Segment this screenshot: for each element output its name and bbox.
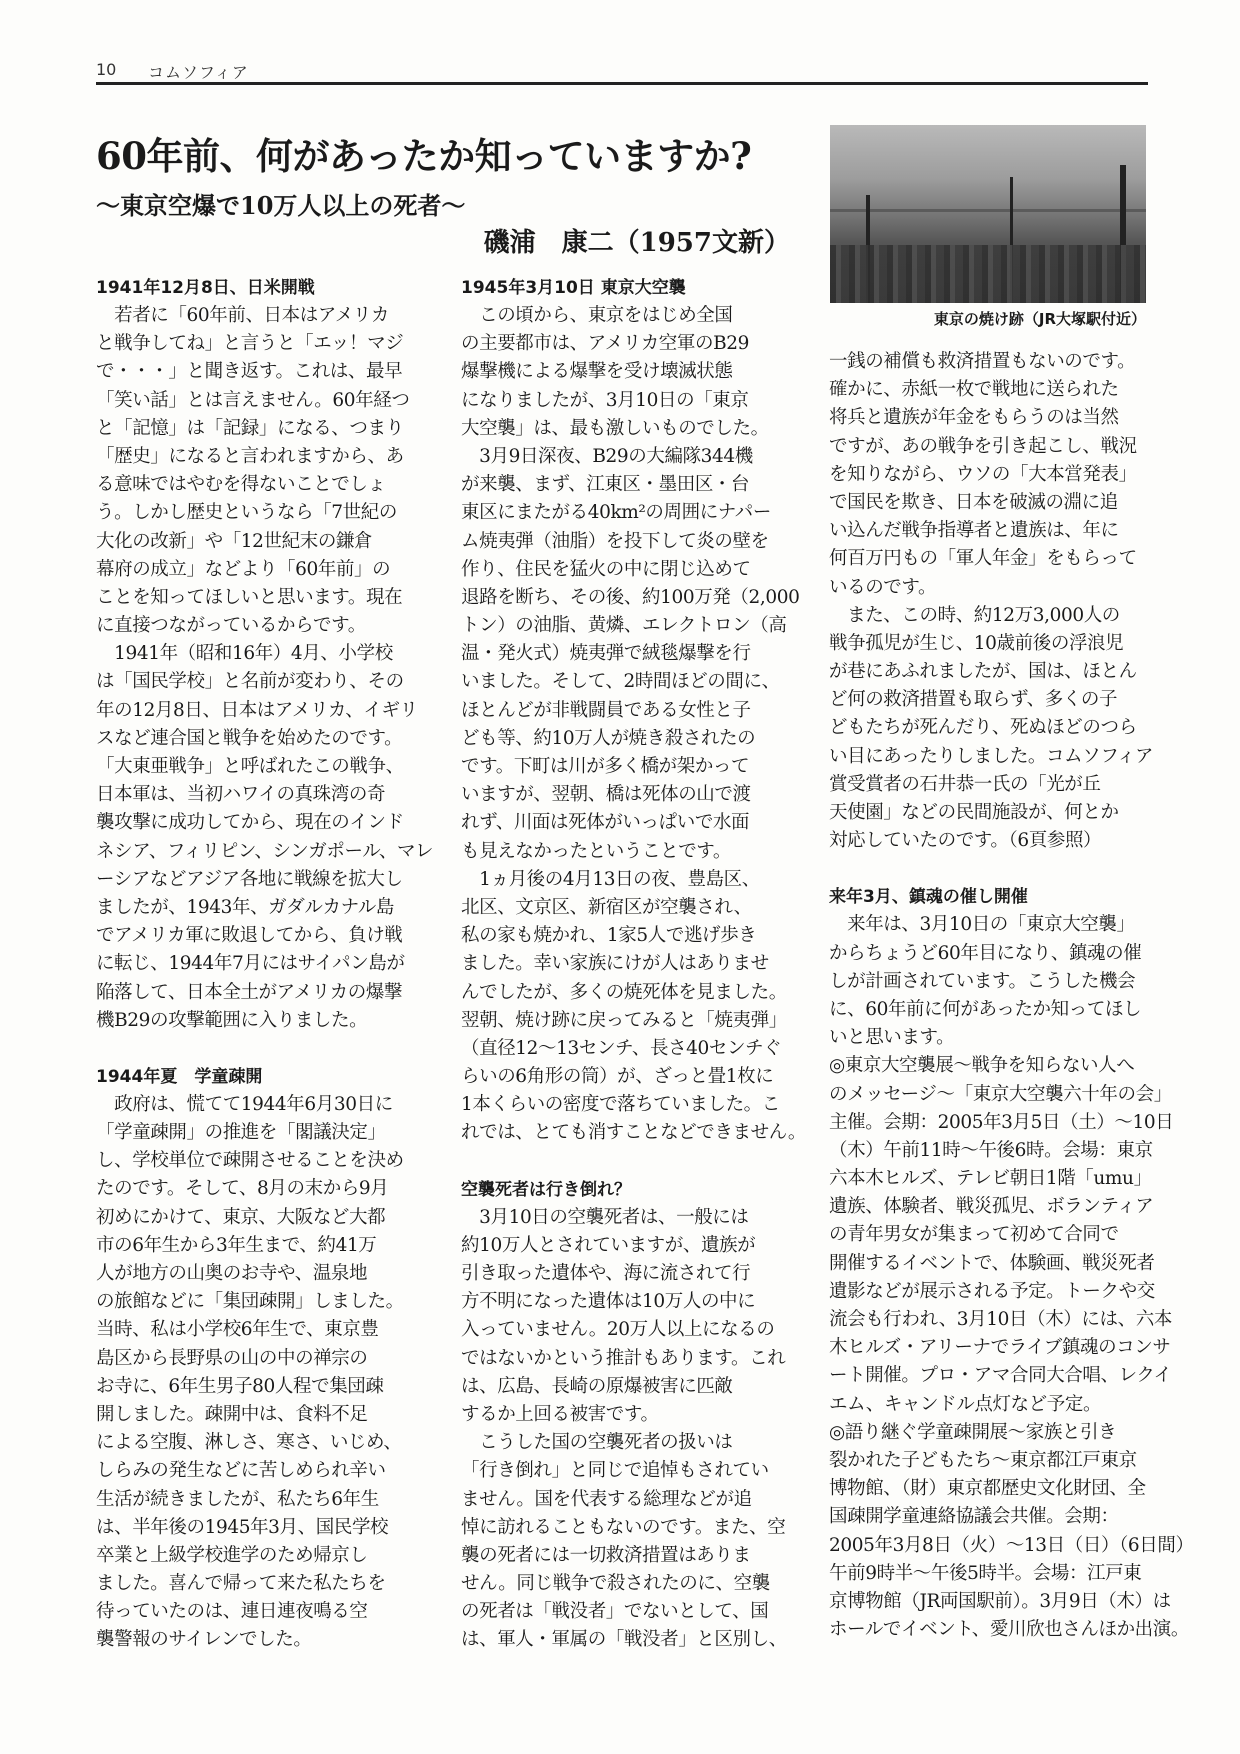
publication-name: コムソフィア	[148, 63, 249, 82]
text-line: の死者は「戦没者」でないとして、国	[461, 1601, 769, 1623]
section-heading: 1944年夏 学童疎開	[96, 1066, 263, 1087]
section-heading: 来年3月、鎮魂の催し開催	[829, 887, 1028, 908]
text-line: 悼に訪れることもないのです。また、空	[461, 1516, 786, 1538]
text-line: トン）の油脂、黄燐、エレクトロン（高	[461, 615, 787, 637]
text-line: 天使園」などの民間施設が、何とか	[829, 802, 1119, 823]
text-line: しが計画されています。こうした機会	[829, 970, 1136, 992]
text-line: に、60年前に何があったか知ってほし	[829, 998, 1142, 1020]
text-line: こうした国の空襲死者の扱いは	[461, 1432, 733, 1454]
text-line: ム焼夷弾（油脂）を投下して炎の壁を	[461, 530, 769, 552]
text-line: を知りながら、ウソの「大本営発表」	[829, 463, 1137, 485]
text-line: が巷にあふれましたが、国は、ほとん	[829, 661, 1137, 683]
text-line: れず、川面は死体がいっぱいで水面	[461, 812, 750, 834]
text-line: 3月10日の空襲死者は、一般には	[461, 1206, 749, 1228]
text-line: するか上回る被害です。	[461, 1403, 659, 1425]
text-line: 温・発火式）焼夷弾で絨毯爆撃を行	[461, 643, 751, 665]
text-line: しらみの発生などに苦しめられ辛い	[96, 1460, 386, 1482]
text-line: は、広島、長崎の原爆被害に匹敵	[461, 1375, 733, 1397]
text-line: です。下町は川が多く橋が架かって	[461, 756, 750, 777]
text-line: 開しました。疎開中は、食料不足	[96, 1403, 368, 1425]
text-line: 来年は、3月10日の「東京大空襲」	[829, 914, 1135, 936]
text-line: 襲の死者には一切救済措置はありま	[461, 1544, 751, 1566]
text-line: 若者に「60年前、日本はアメリカ	[96, 305, 389, 326]
section-body	[829, 348, 1154, 855]
text-line: んでしたが、多くの焼死体を見ました。	[461, 981, 787, 1003]
text-line: また、この時、約12万3,000人の	[829, 604, 1120, 626]
text-line: ◎東京大空襲展〜戦争を知らない人へ	[829, 1055, 1135, 1077]
column-2	[461, 274, 807, 1655]
text-line: ません。国を代表する総理などが追	[461, 1488, 752, 1510]
text-line: 襲攻撃に成功してから、現在のインド	[96, 812, 404, 834]
column-3	[829, 348, 1194, 1644]
text-line: スなど連合国と戦争を始めたのです。	[96, 727, 403, 749]
text-line: 「歴史」になると言われますから、あ	[96, 445, 404, 467]
text-line: 待っていたのは、連日連夜鳴る空	[96, 1601, 368, 1623]
text-line: れでは、とても消すことなどできません。	[461, 1122, 807, 1144]
text-line: 東区にまたがる40km²の周囲にナパー	[461, 502, 772, 524]
text-line: も見えなかったということです。	[461, 840, 732, 862]
text-line: 幕府の成立」などより「60年前」の	[96, 558, 391, 580]
text-line: ーシアなどアジア各地に戦線を拡大し	[96, 868, 403, 890]
text-line: 退路を断ち、その後、約100万発（2,000	[461, 586, 800, 608]
text-line: う。しかし歴史というなら「7世紀の	[96, 502, 397, 524]
text-line: 流会も行われ、3月10日（木）には、六本	[829, 1309, 1172, 1330]
text-line: 1本くらいの密度で落ちていました。こ	[461, 1094, 780, 1116]
text-line: 開催するイベントで、体験画、戦災死者	[829, 1252, 1155, 1274]
text-line: による空腹、淋しさ、寒さ、いじめ、	[96, 1432, 402, 1454]
text-line: せん。同じ戦争で殺されたのに、空襲	[461, 1573, 770, 1595]
text-line: 初めにかけて、東京、大阪など大都	[96, 1206, 386, 1228]
text-line: いるのです。	[829, 576, 937, 598]
text-line: 一銭の補償も救済措置もないのです。	[829, 351, 1136, 372]
text-line: 対応していたのです。（6頁参照）	[829, 830, 1102, 852]
text-line: に転じ、1944年7月にはサイパン島が	[96, 953, 405, 975]
header-rule	[96, 82, 1148, 85]
text-line: 大空襲」は、最も激しいものでした。	[461, 417, 769, 439]
text-line: 北区、文京区、新宿区が空襲され、	[461, 896, 752, 918]
text-line: 1ヵ月後の4月13日の夜、豊島区、	[461, 868, 760, 890]
text-line: 大化の改新」や「12世紀末の鎌倉	[96, 530, 373, 552]
section-heading: 1941年12月8日、日米開戦	[96, 278, 315, 298]
text-line: 裂かれた子どもたち〜東京都江戸東京	[829, 1449, 1137, 1471]
photo-caption: 東京の焼け跡（JR大塚駅付近）	[933, 310, 1146, 328]
text-line: 3月9日深夜、B29の大編隊344機	[461, 445, 753, 467]
section-body	[461, 302, 807, 1148]
text-line: 機B29の攻撃範囲に入りました。	[96, 1009, 368, 1031]
text-line: 方不明になった遺体は10万人の中に	[461, 1291, 756, 1313]
text-line: 遺影などが展示される予定。トークや交	[829, 1280, 1155, 1302]
text-line: い込んだ戦争指導者と遺族は、年に	[829, 520, 1119, 542]
column-1	[96, 274, 434, 1655]
text-line: 入っていません。20万人以上になるの	[461, 1319, 775, 1341]
section-body	[461, 1204, 787, 1655]
text-line: ホールでイベント、愛川欣也さんほか出演。	[829, 1619, 1189, 1641]
ruins-photo	[830, 125, 1146, 303]
text-line: でアメリカ軍に敗退してから、負け戦	[96, 925, 403, 947]
text-line: 1941年（昭和16年）4月、小学校	[96, 643, 393, 665]
section-heading: 1945年3月10日 東京大空襲	[461, 278, 686, 298]
text-line: 「行き倒れ」と同じで追悼もされてい	[461, 1460, 769, 1482]
text-line: 博物館、（財）東京都歴史文化財団、全	[829, 1478, 1146, 1500]
text-line: のメッセージ〜「東京大空襲六十年の会」	[829, 1083, 1172, 1105]
text-line: ート開催。プロ・アマ合同大合唱、レクイ	[829, 1365, 1172, 1387]
text-line: 国疎開学童連絡協議会共催。会期：	[829, 1506, 1119, 1528]
text-line: からちょうど60年目になり、鎮魂の催	[829, 942, 1142, 964]
text-line: 翌朝、焼け跡に戻ってみると「焼夷弾」	[461, 1009, 787, 1031]
text-line: と戦争してね」と言うと「エッ！マジ	[96, 333, 404, 355]
section-body	[96, 302, 434, 1035]
text-line: ました。喜んで帰って来た私たちを	[96, 1573, 386, 1595]
article-subtitle: 〜東京空爆で10万人以上の死者〜	[96, 191, 466, 220]
text-line: 襲警報のサイレンでした。	[96, 1629, 312, 1651]
text-line: になりましたが、3月10日の「東京	[461, 389, 749, 411]
text-line: の主要都市は、アメリカ空軍のB29	[461, 333, 750, 355]
text-line: （木）午前11時〜午後6時。会場：東京	[829, 1139, 1153, 1161]
section-body	[96, 1091, 414, 1655]
text-line: 主催。会期：2005年3月5日（土）〜10日	[829, 1111, 1174, 1133]
page-number: 10	[96, 60, 117, 79]
text-line: は、軍人・軍属の「戦没者」と区別し、	[461, 1629, 787, 1651]
text-line: ました。幸い家族にけが人はありませ	[461, 953, 769, 975]
text-line: で・・・」と聞き返す。これは、最早	[96, 361, 403, 383]
text-line: 島区から長野県の山の中の禅宗の	[96, 1347, 368, 1369]
text-line: 2005年3月8日（火）〜13日（日）（6日間）	[829, 1534, 1194, 1556]
text-line: いと思います。	[829, 1027, 955, 1049]
article-title: 60年前、何があったか知っていますか?	[96, 134, 752, 178]
section-body	[829, 911, 1194, 1644]
text-line: 年の12月8日、日本はアメリカ、イギリ	[96, 699, 418, 721]
text-line: 作り、住民を猛火の中に閉じ込めて	[461, 558, 751, 580]
photo-horizon	[830, 209, 1146, 212]
text-line: が来襲、まず、江東区・墨田区・台	[461, 474, 750, 496]
text-line: ネシア、フィリピン、シンガポール、マレ	[96, 840, 434, 862]
text-line: ども等、約10万人が焼き殺されたの	[461, 727, 756, 749]
text-line: と「記憶」は「記録」になる、つまり	[96, 417, 404, 439]
text-line: 「学童疎開」の推進を「閣議決定」	[96, 1122, 386, 1144]
text-line: ことを知ってほしいと思います。現在	[96, 586, 403, 608]
text-line: は、半年後の1945年3月、国民学校	[96, 1516, 389, 1538]
text-line: 約10万人とされていますが、遺族が	[461, 1234, 756, 1256]
text-line: 引き取った遺体や、海に流されて行	[461, 1263, 751, 1284]
text-line: る意味ではやむを得ないことでしょ	[96, 474, 386, 496]
text-line: で国民を欺き、日本を破滅の淵に追	[829, 491, 1118, 513]
page-header	[96, 58, 1148, 84]
text-line: ましたが、1943年、ガダルカナル島	[96, 896, 394, 918]
text-line: 陥落して、日本全土がアメリカの爆撃	[96, 981, 403, 1003]
text-line: 当時、私は小学校6年生で、東京豊	[96, 1319, 379, 1341]
text-line: 生活が続きましたが、私たち6年生	[96, 1488, 379, 1510]
text-line: は「国民学校」と名前が変わり、その	[96, 671, 404, 693]
text-line: どもたちが死んだり、死ぬほどのつら	[829, 717, 1137, 739]
text-line: 遺族、体験者、戦災孤児、ボランティア	[829, 1196, 1154, 1218]
text-line: い目にあったりしました。コムソフィア	[829, 745, 1154, 767]
text-line: 賞受賞者の石井恭一氏の「光が丘	[829, 773, 1101, 795]
text-line: 木ヒルズ・アリーナでライブ鎮魂のコンサ	[829, 1337, 1171, 1359]
text-line: 京博物館（JR両国駅前）。3月9日（木）は	[829, 1590, 1171, 1612]
text-line: の旅館などに「集団疎開」しました。	[96, 1291, 404, 1313]
text-line: ではないかという推計もあります。これ	[461, 1347, 786, 1369]
text-line: いました。そして、2時間ほどの間に、	[461, 671, 780, 693]
text-line: （直径12〜13センチ、長さ40センチぐ	[461, 1037, 782, 1059]
text-line: 六本木ヒルズ、テレビ朝日1階「umu」	[829, 1168, 1152, 1190]
text-line: らいの6角形の筒）が、ざっと畳1枚に	[461, 1066, 774, 1088]
text-line: 人が地方の山奥のお寺や、温泉地	[96, 1263, 368, 1284]
text-line: 「笑い話」とは言えません。60年経つ	[96, 389, 410, 411]
text-line: 将兵と遺族が年金をもらうのは当然	[829, 407, 1119, 429]
text-line: の青年男女が集まって初めて合同で	[829, 1224, 1119, 1246]
text-line: 爆撃機による爆撃を受け壊滅状態	[461, 361, 733, 383]
text-line: いますが、翌朝、橋は死体の山で渡	[461, 784, 751, 806]
text-line: ほとんどが非戦闘員である女性と子	[461, 699, 751, 721]
text-line: ど何の救済措置も取らず、多くの子	[829, 689, 1118, 711]
text-line: に直接つながっているからです。	[96, 615, 366, 637]
text-line: ですが、あの戦争を引き起こし、戦況	[829, 435, 1137, 457]
text-line: 私の家も焼かれ、1家5人で逃げ歩き	[461, 925, 757, 947]
text-line: 市の6年生から3年生まで、約41万	[96, 1234, 377, 1256]
text-line: 「大東亜戦争」と呼ばれたこの戦争、	[96, 756, 404, 777]
text-line: エム、キャンドル点灯など予定。	[829, 1393, 1102, 1415]
text-line: し、学校単位で疎開させることを決め	[96, 1150, 404, 1172]
text-line: 日本軍は、当初ハワイの真珠湾の奇	[96, 784, 386, 806]
photo-rubble	[830, 245, 1146, 303]
text-line: 何百万円もの「軍人年金」をもらって	[829, 548, 1137, 570]
text-line: 卒業と上級学校進学のため帰京し	[96, 1544, 368, 1566]
text-line: この頃から、東京をはじめ全国	[461, 305, 733, 326]
text-line: 政府は、慌てて1944年6月30日に	[96, 1093, 393, 1115]
text-line: 確かに、赤紙一枚で戦地に送られた	[829, 379, 1119, 401]
text-line: たのです。そして、8月の末から9月	[96, 1178, 389, 1200]
text-line: 午前9時半〜午後5時半。会場：江戸東	[829, 1562, 1142, 1584]
text-line: ◎語り継ぐ学童疎開展〜家族と引き	[829, 1421, 1117, 1443]
article-byline: 磯浦 康二（1957文新）	[483, 228, 790, 258]
text-line: お寺に、6年生男子80人程で集団疎	[96, 1375, 384, 1397]
section-heading: 空襲死者は行き倒れ？	[461, 1179, 631, 1200]
text-line: 戦争孤児が生じ、10歳前後の浮浪児	[829, 632, 1124, 654]
